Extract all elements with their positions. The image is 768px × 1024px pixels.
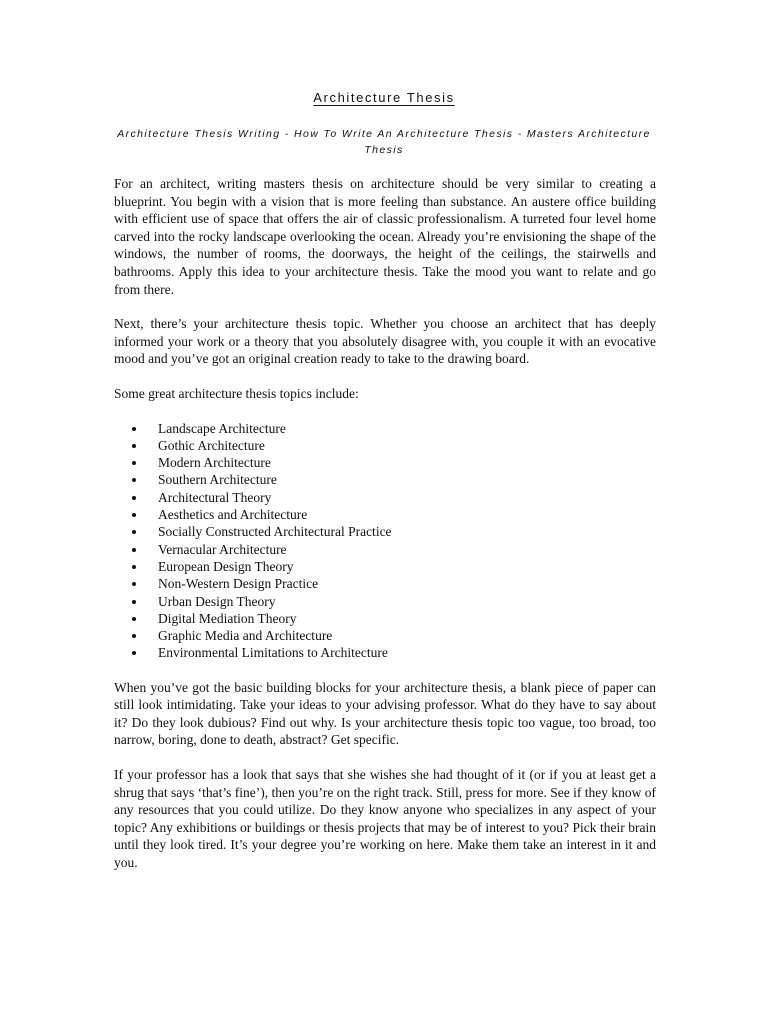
bullet-icon [132, 513, 136, 517]
topic-label: Urban Design Theory [158, 593, 276, 609]
list-item [114, 523, 656, 540]
topic-label: Gothic Architecture [158, 437, 265, 453]
topic-label: Digital Mediation Theory [158, 610, 297, 626]
topic-label: Non-Western Design Practice [158, 576, 319, 592]
bullet-icon [132, 530, 136, 534]
list-item [114, 506, 656, 523]
topics-list [114, 420, 656, 662]
bullet-icon [132, 548, 136, 552]
bullet-icon [132, 427, 136, 431]
list-item [114, 420, 656, 437]
bullet-icon [132, 634, 136, 638]
list-item [114, 575, 656, 592]
list-item [114, 454, 656, 471]
bullet-icon [132, 582, 136, 586]
list-item [114, 627, 656, 644]
professor-paragraph: If your professor has a look that says that she wishes she had thought of it (or if you at least get a shrug that says ‘that’s fine’), then you’re on the right track. Still, press for more. See if they know of any resources that you could utilize. Do they know anyone who specializes in any aspect of your topic? Any exhibitions or buildings or thesis projects that may be of interest to you? Pick their brain until they look tired. It’s your degree you’re working on here. Make them take an interest in it and you. [114, 767, 656, 871]
bullet-icon [132, 565, 136, 569]
topic-label: Aesthetics and Architecture [158, 507, 308, 523]
topics-intro: Some great architecture thesis topics include: [114, 385, 359, 401]
bullet-icon [132, 600, 136, 604]
document-subtitle: Architecture Thesis Writing - How To Write An Architecture Thesis - Masters Architecture Thesis [117, 128, 651, 156]
topic-label: Vernacular Architecture [158, 541, 287, 557]
list-item [114, 558, 656, 575]
topic-label: Socially Constructed Architectural Practice [158, 524, 392, 540]
document-title: Architecture Thesis [313, 90, 455, 105]
list-item [114, 541, 656, 558]
list-item [114, 471, 656, 488]
topic-label: Landscape Architecture [158, 420, 286, 436]
list-item [114, 437, 656, 454]
bullet-icon [132, 496, 136, 500]
topic-label: Modern Architecture [158, 455, 271, 471]
topic-label: Southern Architecture [158, 472, 277, 488]
bullet-icon [132, 444, 136, 448]
bullet-icon [132, 617, 136, 621]
list-item [114, 489, 656, 506]
topic-label: Graphic Media and Architecture [158, 628, 333, 644]
document-body [114, 175, 656, 889]
intro-paragraph: For an architect, writing masters thesis on architecture should be very similar to creating a blueprint. You begin with a vision that is more feeling than substance. An austere office building with efficient use of space that offers the air of classic professionalism. A turreted four level home carved into the rocky landscape overlooking the ocean. Already you’re envisioning the shape of the windows, the number of rooms, the doorways, the height of the ceilings, the stairwells and bathrooms. Apply this idea to your architecture thesis. Take the mood you want to relate and go from there. [114, 176, 656, 297]
list-item [114, 610, 656, 627]
topic-label: European Design Theory [158, 558, 294, 574]
list-item [114, 593, 656, 610]
topic-label: Environmental Limitations to Architecture [158, 645, 388, 661]
bullet-icon [132, 651, 136, 655]
topic-paragraph: Next, there’s your architecture thesis topic. Whether you choose an architect that has deeply informed your work or a theory that you absolutely disagree with, you couple it with an evocative mood and you’ve got an original creation ready to take to the drawing board. [114, 316, 656, 367]
list-item [114, 644, 656, 661]
topic-label: Architectural Theory [158, 489, 272, 505]
bullet-icon [132, 461, 136, 465]
advising-paragraph: When you’ve got the basic building blocks for your architecture thesis, a blank piece of paper can still look intimidating. Take your ideas to your advising professor. What do they have to say about it? Do they look dubious? Find out why. Is your architecture thesis topic too vague, too broad, too narrow, boring, done to death, abstract? Get specific. [114, 679, 656, 748]
bullet-icon [132, 478, 136, 482]
